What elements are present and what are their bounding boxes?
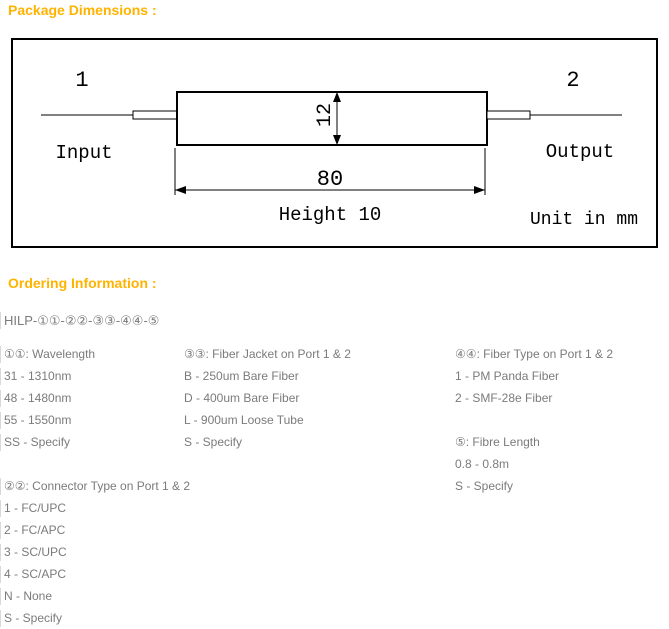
output-ferrule: [487, 111, 530, 119]
group-fiber-type: [455, 346, 613, 412]
height-dim-value: 12: [314, 102, 337, 128]
option-row: B - 250um Bare Fiber: [184, 369, 299, 383]
group-title: ⑤: Fibre Length: [455, 435, 540, 449]
option-row: 0.8 - 0.8m: [455, 457, 510, 471]
option-row: S - Specify: [184, 435, 243, 449]
group-title: ②②: Connector Type on Port 1 & 2: [0, 478, 190, 495]
output-label: Output: [545, 141, 615, 163]
group-fibre-length: [455, 434, 540, 500]
group-title: ③③: Fiber Jacket on Port 1 & 2: [184, 347, 351, 361]
option-row: 55 - 1550nm: [0, 412, 95, 429]
package-dimensions-diagram: [11, 38, 658, 248]
group-wavelength: [0, 346, 95, 456]
option-row: D - 400um Bare Fiber: [184, 391, 300, 405]
group-title: ①①: Wavelength: [0, 346, 95, 363]
ordering-information-title: Ordering Information :: [8, 275, 157, 291]
option-row: 2 - FC/APC: [0, 522, 190, 539]
input-label: Input: [55, 142, 113, 164]
port1-label: 1: [75, 68, 89, 93]
option-row: S - Specify: [455, 479, 514, 493]
input-ferrule: [133, 111, 177, 119]
group-fiber-jacket: [184, 346, 351, 456]
port2-label: 2: [566, 68, 580, 93]
option-row: S - Specify: [0, 610, 190, 627]
option-row: 48 - 1480nm: [0, 390, 95, 407]
option-row: 2 - SMF-28e Fiber: [455, 391, 553, 405]
option-row: L - 900um Loose Tube: [184, 413, 304, 427]
option-row: 3 - SC/UPC: [0, 544, 190, 561]
length-dim-value: 80: [316, 167, 344, 192]
option-row: 1 - FC/UPC: [0, 500, 190, 517]
unit-note: Unit in mm: [529, 210, 639, 230]
length-dim-arrow-right: [474, 186, 485, 194]
option-row: 4 - SC/APC: [0, 566, 190, 583]
package-diagram-canvas: [13, 40, 656, 246]
length-dim-arrow-left: [175, 186, 186, 194]
group-connector-type: [0, 478, 190, 629]
option-row: N - None: [0, 588, 190, 605]
group-title: ④④: Fiber Type on Port 1 & 2: [455, 347, 614, 361]
option-row: 31 - 1310nm: [0, 368, 95, 385]
option-row: 1 - PM Panda Fiber: [455, 369, 560, 383]
height-note: Height 10: [278, 204, 382, 226]
part-number-template: HILP-①①-②②-③③-④④-⑤: [0, 312, 159, 329]
package-dimensions-title: Package Dimensions :: [8, 2, 157, 18]
option-row: SS - Specify: [0, 434, 95, 451]
